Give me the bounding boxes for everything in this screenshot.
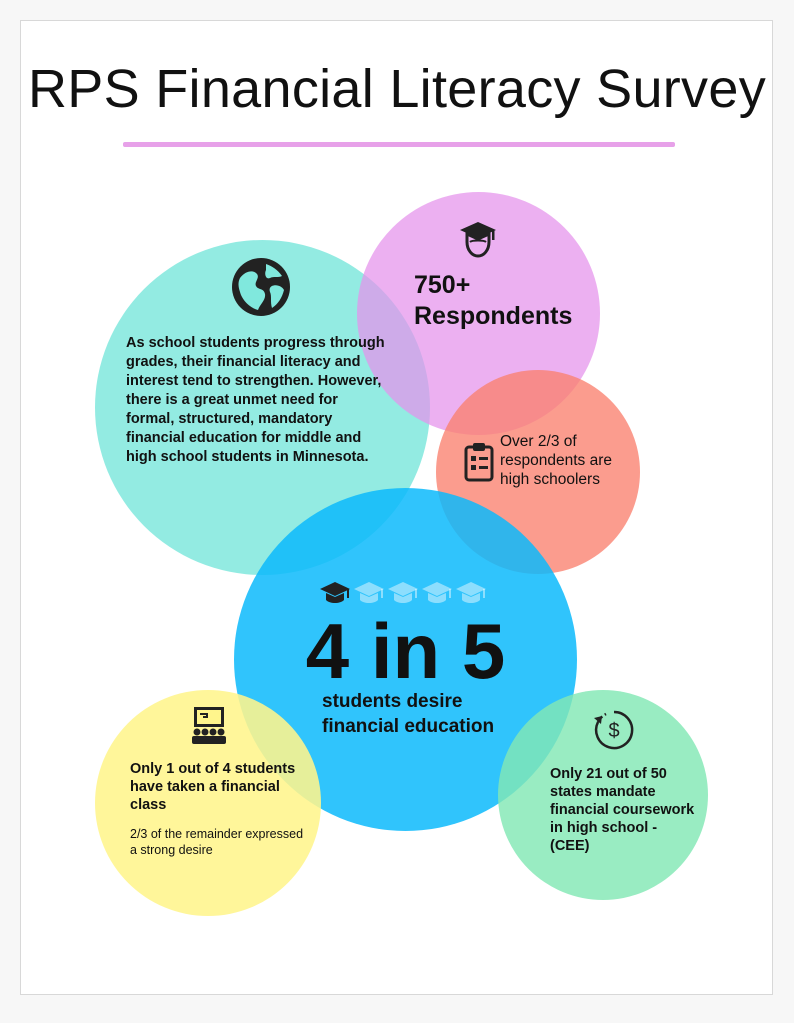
graduate-student-icon (458, 220, 498, 260)
teal-circle-text: As school students progress through grades, their financial literacy and interest tend to strengthen. However, there is a great unmet need for formal, structured, mandatory financial education for middle and high school students in Minnesota. (126, 335, 385, 465)
globe-icon (230, 256, 292, 318)
graduation-cap-faded-icon (388, 582, 418, 603)
svg-text:$: $ (608, 720, 620, 742)
clipboard-icon (463, 442, 495, 482)
graduation-cap-faded-icon (354, 582, 384, 603)
dollar-cycle-icon (592, 708, 636, 752)
high-schoolers-text: Over 2/3 of respondents are high schoolers (500, 433, 613, 488)
graduation-cap-faded-icon (456, 582, 486, 603)
graduation-cap-faded-icon (422, 582, 452, 603)
graduation-caps-icon (320, 580, 492, 608)
title-underline (123, 142, 675, 147)
respondents-count: 750+ Respondents (414, 271, 573, 330)
remainder-text: 2/3 of the remainder expressed a strong desire (130, 827, 304, 857)
graduation-cap-filled-icon (320, 582, 350, 603)
financial-class-text: Only 1 out of 4 students have taken a financial class (130, 761, 296, 813)
classroom-icon (189, 705, 229, 745)
page-title: RPS Financial Literacy Survey (28, 59, 766, 119)
states-mandate-text: Only 21 out of 50 states mandate financial coursework in high school - (CEE) (550, 766, 695, 854)
desire-text: students desire financial education (322, 691, 495, 737)
big-statistic: 4 in 5 (305, 607, 506, 695)
